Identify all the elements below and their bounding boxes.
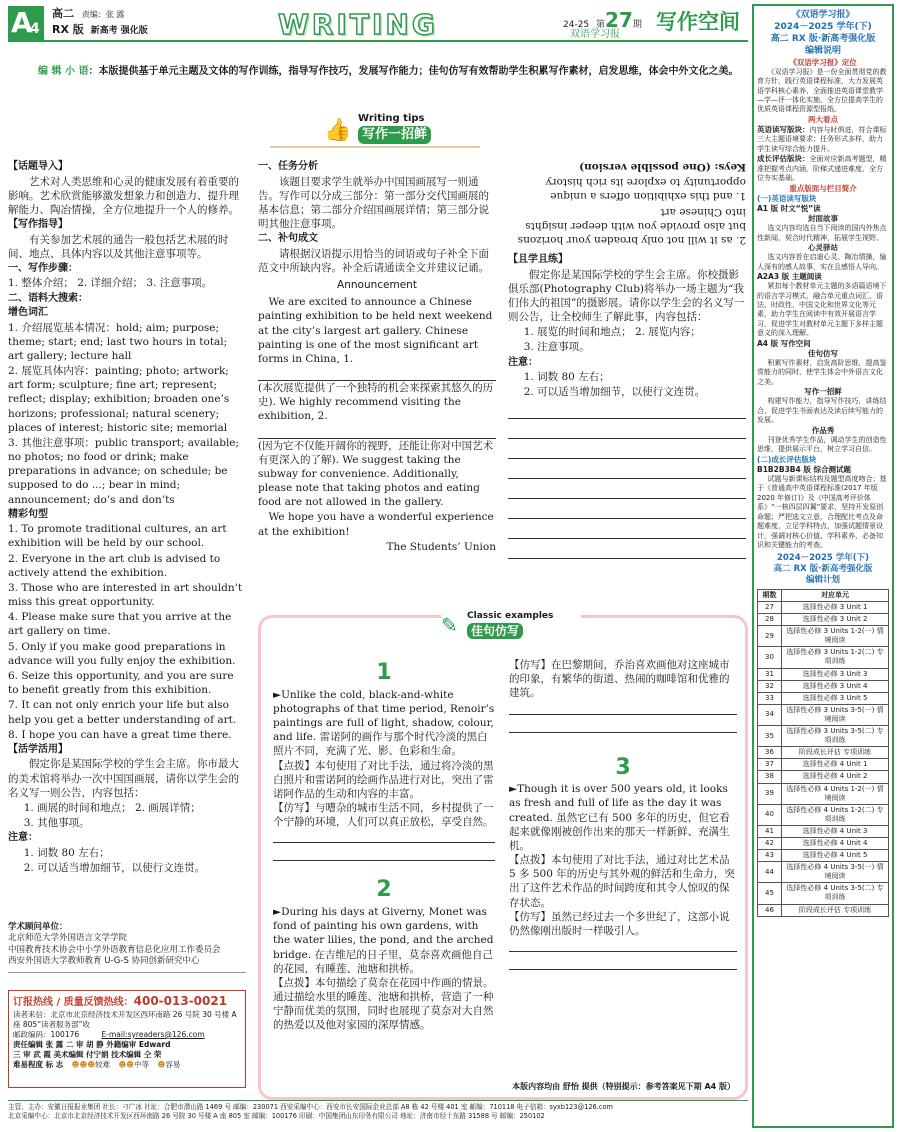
announcement-para-3: (因为它不仅能开阔你的视野，还能让你对中国艺术有更深入的了解). We suggest taking the subway for convenience. Additionally, please note that taking photos and eating food are not allowed in the gallery. [258,439,494,509]
sidebar-item: 佳句仿写 [808,348,838,358]
sidebar-item: 封面故事 [808,214,838,223]
plan-unit: 选择性必修 3 Unit 4 [782,680,889,692]
issue-post: 期 [632,20,642,30]
publisher-line-2: 北京采编中心：北京市北京经济技术开发区西环南路 26 号院 30 号楼 A 座 805 室 邮编：100176 印刷：中国集团山东印务有限公司 地址：济南市经十东路 31588 号 邮编：250102 [8,1111,545,1120]
plan-header-issue: 期数 [758,589,782,601]
plan-issue: 36 [758,747,782,759]
answer-keys-rotated [508,160,746,247]
sidebar-item: B1B2B3B4 版 综合测试题 [757,464,851,474]
plan-row [758,692,889,704]
plan-unit: 阶段成长评估 专项训练 [782,904,889,916]
plan-row [758,680,889,692]
sentence-item: 5. Only if you make good preparations in advance will you fully enjoy the exhibition. [8,640,236,667]
page-letter: A [11,6,33,39]
right-sidebar [752,4,894,1128]
practice-item: 1. 画展的时间和地点； 2. 画展详情； [23,801,201,814]
plan-unit: 阶段成长评估 专项训练 [782,747,889,759]
page-header [8,4,748,42]
practice-heading: 【活学活用】 [8,743,68,755]
plan-unit: 选择性必修 4 Units 1-2(二) 专项训练 [782,804,889,825]
sidebar-text: 试题与新课标结构及题型高度吻合；基于《普通高中英语课程标准(2017 年版 2020 年修订)》及《中国高考评价体系》“一核四层四翼”要求，坚持开发原创命题；严把选文立意，合理配比考点及命题难度，立足学科特点，加强试题情景设计，强调对核心价值、学科素养、必备知识和关键能力的考查。 [757,475,887,550]
plan-unit: 选择性必修 4 Units 3-5(一) 情境阅读 [782,862,889,883]
announcement-title: Announcement [337,279,417,292]
advisors-title: 学术顾问单位： [8,922,68,932]
editor-note [8,64,748,80]
plan-row [758,783,889,804]
example-3: ►Though it is over 500 years old, it looks as fresh and full of life as the day it was created. 虽然它已有 500 多年的历史，但它看起来就像刚被创作出来的那天一样新鲜、充满生机。 [509,783,730,852]
imitate-line[interactable] [509,956,737,970]
year: 24-25 [563,20,590,30]
section-banner: WRITING [278,8,438,41]
sidebar-item: A4 版 写作空间 [757,338,811,348]
task-heading: 一、任务分析 [258,161,318,172]
sentence-item: 8. I hope you can have a great time there. [8,728,232,741]
example-2-note: 【点拨】本句描绘了莫奈在花园中作画的情景。通过描绘水里的睡莲、池塘和拱桥，营造了一种宁静而优美的氛围，同时也展现了莫奈对大自然的热爱以及他对家园的深厚情感。 [273,976,494,1032]
difficulty-label: 难易程度 标 志 [13,1060,64,1070]
sidebar-subheading: (一)英语读写版块 [757,193,817,203]
sidebar-item: 写作一招鲜 [804,387,842,397]
imitate-line[interactable] [509,719,737,733]
hotline-address: 读者来信：北京市北京经济技术开发区西环南路 26 号院 30 号楼 A 座 805“读者服务部”收 [13,1009,237,1029]
corpus-heading: 二、语料大搜索： [8,292,88,304]
plan-unit: 选择性必修 4 Units 3-5(二) 专项训练 [782,883,889,904]
plan-issue: 34 [758,704,782,725]
plan-row [758,726,889,747]
staff-line: 三 审 武 霞 美术编辑 付宁娟 技术编辑 仝 荣 [13,1050,162,1059]
exercise-note: 2. 可以适当增加细节，以使行文连贯。 [523,386,706,399]
plan-issue: 35 [758,726,782,747]
sidebar-text: 刊登优秀学生作品，调动学生的创造性思维，提供展示平台，树立学习自信。 [757,435,887,454]
grade: 高二 [52,7,74,20]
difficulty-icon: ☻☻ [118,1060,135,1070]
editor: 责编：张 露 [81,10,125,19]
classic-right [509,658,737,970]
plan-issue: 41 [758,825,782,837]
example-2-imitate: 【仿写】在巴黎期间，乔治喜欢画他对这座城市的印象，有繁华的街道、热闹的咖啡馆和优雅的建筑。 [509,659,730,700]
hotline-box [8,990,246,1088]
sidebar-title-1: 《双语学习报》 [791,10,855,20]
column-3 [508,160,746,559]
complete-heading: 二、补句成文 [258,233,318,245]
plan-row [758,614,889,626]
sidebar-title-4: 编辑说明 [804,46,841,57]
exercise-heading: 【且学且练】 [508,254,568,266]
plan-row [758,883,889,904]
sidebar-text: 全面对应新高考题型，精准把握考点内涵，阶梯式递进难度，全方位夯实基础。 [757,155,887,183]
sentence-item: 3. Those who are interested in art shouldn’t miss this great opportunity. [8,581,243,609]
advisor-line: 西安外国语大学教师教育 U-G-S 协同创新研究中心 [8,956,200,967]
sentences-heading: 精彩句型 [8,508,48,520]
keys-line-2: 2. as it will not only broaden your horizons but also provide you with deeper insights into Chinese art [517,205,746,247]
guide-heading: 【写作指导】 [8,219,68,231]
example-2: ►During his days at Giverny, Monet was fond of painting his own gardens, with the water lilies, the pond, and the arched bridge. 在吉维尼的日子里，莫奈喜欢画他自己的花园，有睡莲、池塘和拱桥。 [273,906,494,975]
plan-unit: 选择性必修 4 Unit 5 [782,850,889,862]
page-number-badge [8,6,44,40]
sidebar-title-3: 高二 RX 版·新高考强化版 [770,34,876,45]
plan-unit: 选择性必修 4 Unit 1 [782,759,889,771]
issue-pre: 第 [596,20,606,30]
plan-issue: 33 [758,692,782,704]
plan-unit: 选择性必修 4 Units 1-2(一) 情境阅读 [782,783,889,804]
plan-unit: 选择性必修 3 Units 1-2(一) 情境阅读 [782,626,889,647]
plan-unit: 选择性必修 4 Unit 4 [782,837,889,849]
advisor-line: 北京师范大学外国语言文学学院 [8,933,128,944]
vocab-3: 3. 其他注意事项：public transport; available; no photos; no food or drink; make preparations in advance; on schedule; be supposed to do ...; bear in mind; announcement; do’s and don’ts [8,436,240,506]
practice-text: 假定你是某国际学校的学生会主席。你市最大的美术馆将举办一次中国国画展，请你以学生会的名义写一则公告，内容包括： [8,758,239,799]
plan-title-1: 2024－2025 学年(下) [776,552,870,563]
plan-issue: 32 [758,680,782,692]
plan-issue: 28 [758,614,782,626]
classic-title [441,610,581,644]
exercise-item: 3. 注意事项。 [523,341,590,354]
classic-examples-box [258,611,748,1100]
sentence-item: 7. It can not only enrich your life but also help you get a better understanding of art. [8,699,237,726]
imitate-line[interactable] [509,938,737,952]
column-1 [8,160,246,876]
hotline-number: 400-013-0021 [133,994,228,1008]
plan-unit: 选择性必修 3 Unit 2 [782,614,889,626]
answer-lines[interactable] [508,405,746,559]
plan-unit: 选择性必修 4 Unit 2 [782,771,889,783]
plan-issue: 29 [758,626,782,647]
publisher-info [8,1100,748,1121]
complete-text: 请根据汉语提示用恰当的词语或句子补全下面范文中所缺内容。补全后请通读全文并建议记诵。 [258,247,489,274]
sidebar-text: 构建写作能力，指导写作技巧，讲练结合，促进学生书面表达及读后续写能力的发展。 [757,397,887,425]
imitate-line[interactable] [509,701,737,715]
plan-row [758,850,889,862]
difficulty-easy: 容易 [165,1060,181,1070]
plan-issue: 30 [758,647,782,668]
example-1-note: 【点拨】本句使用了对比手法，通过将冷淡的黑白照片和雷诺阿的绘画作品进行对比，突出了雷诺阿作品的生动和内容的丰富。 [273,759,494,800]
plan-row [758,862,889,883]
plan-issue: 45 [758,883,782,904]
task-text: 该题目要求学生就举办中国国画展写一则通告。写作可以分成三部分：第一部分交代国画展的基本信息；第二部分介绍国画展详情；第三部分说明其他注意事项。 [258,175,489,231]
sidebar-highlights-heading: 两大看点 [808,114,838,124]
example-3-note: 【点拨】本句使用了对比手法，通过对比艺术品 5 多 500 年的历史与其外观的鲜活和生命力，突出了这件艺术作品的时间跨度和其令人惊叹的保存状态。 [509,854,735,909]
advisor-line: 中国教育技术协会中小学外语教育信息化应用工作委员会 [8,944,221,955]
paper-name: 双语学习报 [570,29,620,40]
sidebar-bold: 成长评估版块： [757,154,810,164]
plan-row [758,626,889,647]
imitate-line[interactable] [273,847,495,861]
plan-issue: 38 [758,771,782,783]
sidebar-item: A2A3 版 主题阅读 [757,272,822,281]
sidebar-text: 紧扣每个教材单元主题的多语篇语境下的语言学习模式，融合单元重点词汇、语法、时政性、中国文化和世界文化等元素，助力学生在阅读中有效开展语言学习，促进学生对教材单元主题下多样主题意义的深入理解。 [757,282,887,338]
page-num: 4 [30,21,40,37]
sidebar-item: 作品秀 [811,425,835,435]
classic-title-cn: 佳句仿写 [467,623,523,639]
announcement-sign: The Students’ Union [386,540,496,553]
publisher-line-1: 主管、主办：安徽日报报业集团 社长：刁广冰 社址：合肥市潜山路 1469 号 邮编：230071 西安采编中心：西安市长安国际企业总部 A8 栋 42 号楼 401 室 邮编：710118 电子信箱：syxb123@126.com [8,1103,613,1111]
keys-title: Keys: (One possible version) [579,161,746,174]
classic-footer: 本版内容均由 舒怡 提供（特别提示：参考答案见下期 A4 版） [512,1082,735,1092]
example-number-2: 2 [376,877,392,903]
sidebar-text: 选文内容均选自当下阅读的国内外焦点性新闻，契合时代精神，拓展学生视野。 [757,224,887,242]
topic-heading: 【话题导入】 [8,161,68,172]
topic-text: 艺术对人类思维和心灵的健康发展有着重要的影响。艺术欣赏能够激发想象力和创造力、提升理解能力、陶冶情操，全方位地提升一个人的修养。 [8,175,239,216]
sidebar-title-2: 2024－2025 学年(下) [774,22,872,33]
difficulty-medium: 中等 [134,1060,150,1070]
brush-icon: ✎ [441,613,458,637]
plan-unit: 选择性必修 3 Units 3-5(一) 情境阅读 [782,704,889,725]
plan-unit: 选择性必修 3 Unit 3 [782,668,889,680]
plan-issue: 44 [758,862,782,883]
plan-row [758,759,889,771]
announcement-para-4: We hope you have a wonderful experience at the exhibition! [258,511,494,538]
plan-row [758,647,889,668]
exercise-text: 假定你是某国际学校的学生会主席。你校摄影俱乐部(Photography Club)将举办一场主题为“我们伟大的祖国”的摄影展。请你以学生会的名义写一则公告，让全校师生了解此事，内容包括： [508,268,745,324]
exercise-item: 1. 展览的时间和地点； 2. 展览内容； [523,326,701,339]
sidebar-bold: 英语读写版块： [757,125,810,134]
plan-title-2: 高二 RX 版·新高考强化版 [773,563,873,574]
plan-title-3: 编辑计划 [805,575,840,586]
plan-row [758,668,889,680]
editor-note-label: 编 辑 小 语 [38,66,89,77]
plan-row [758,904,889,916]
hotline-label: 订报热线 / 质量反馈热线： [13,997,134,1008]
keys-line-1: 1. and this exhibition offers a unique opportunity to explore its rich history [545,176,746,203]
sidebar-text: 内容与时俱进，符合课标三大主题语境要求；任务形式多样，助力学生读写综合能力提升。 [757,126,887,153]
vocab-heading: 增色词汇 [8,307,48,319]
thumb-icon: 👍 [324,118,352,143]
writing-tips-en: Writing tips [358,113,425,124]
sidebar-subheading: (二)成长评估版块 [757,454,817,464]
sidebar-text: 积累写作素材，启发高阶思维，提高鉴赏能力的同时，使学生体会中外语言文化之美。 [757,359,887,386]
plan-unit: 选择性必修 4 Unit 3 [782,825,889,837]
plan-unit: 选择性必修 3 Unit 1 [782,602,889,614]
plan-row [758,747,889,759]
issue-number: 27 [605,8,633,32]
vocab-2: 2. 展览具体内容：painting; photo; artwork; art form; sculpture; fine art; represent; reflect; display; exhibition; broaden one’s horizons; professional; natural scenery; places of interest; historic site; memorial [8,365,230,434]
plan-row [758,825,889,837]
sidebar-positioning-text: 《双语学习报》是一份全面贯彻党的教育方针，践行英语课程标准，大力发展英语学科核心素养、全面推进英语课堂教学—学—评一体化实施、全方位提高学生的优质英语课程资源型报纸。 [757,67,887,114]
plan-issue: 43 [758,850,782,862]
plan-issue: 27 [758,602,782,614]
sentence-item: 1. To promote traditional cultures, an art exhibition will be held by our school. [8,523,227,550]
note-item: 2. 可以适当增加细节，以使行文连贯。 [23,861,206,874]
plan-issue: 40 [758,804,782,825]
plan-unit: 选择性必修 3 Unit 5 [782,692,889,704]
hotline-email[interactable]: E-mail:syreaders@126.com [101,1029,205,1039]
steps-text: 1. 整体介绍； 2. 详细介绍； 3. 注意事项。 [8,277,213,290]
sentence-item: 4. Please make sure that you arrive at the art gallery on time. [8,611,232,638]
example-1: ►Unlike the cold, black-and-white photographs of that time period, Renoir’s paintings are full of light, shadow, colour, and life. 雷诺阿的画作与那个时代冷淡的黑白照片不同，充满了光、影、色彩和生命。 [273,688,495,758]
advisors-box [8,922,246,973]
note-heading: 注意： [8,832,38,844]
plan-header-unit: 对应单元 [782,589,889,601]
example-number-3: 3 [615,754,631,780]
hotline-postcode: 邮政编码：100176 [13,1029,80,1039]
steps-heading: 一、写作步骤： [8,262,78,274]
writing-tips-cn: 写作一招鲜 [358,126,431,144]
sentence-item: 6. Seize this opportunity, and you are sure to benefit greatly from this exhibition. [8,669,234,697]
plan-unit: 选择性必修 3 Units 3-5(二) 专项训练 [782,726,889,747]
plan-issue: 42 [758,837,782,849]
guide-text: 有关参加艺术展的通告一般包括艺术展的时间、地点、具体内容以及其他注意事项等。 [8,233,229,260]
sidebar-item: 心灵驿站 [808,243,838,252]
plan-row [758,804,889,825]
plan-row [758,771,889,783]
sidebar-sections-heading: 重点版面与栏目简介 [789,183,857,193]
announcement-para-1: We are excited to announce a Chinese painting exhibition to be held next weekend at the city’s largest art gallery. Chinese painting is one of the most significant art forms in China, 1. [258,296,493,365]
plan-issue: 37 [758,759,782,771]
exercise-note: 1. 词数 80 左右； [523,371,610,384]
plan-issue: 31 [758,668,782,680]
sidebar-positioning-heading: 《双语学习报》定位 [789,57,857,67]
staff-line: 责任编辑 张 露 二 审 胡 静 外籍编审 Edward [13,1039,171,1049]
classic-left [273,658,495,1033]
section-title-cn: 写作空间 [656,10,740,34]
plan-issue: 46 [758,904,782,916]
edition: RX 版 [52,23,84,36]
difficulty-hard: 较难 [95,1060,111,1070]
note-item: 1. 词数 80 左右； [23,846,110,859]
blank-line-2[interactable] [258,425,496,439]
example-number-1: 1 [376,660,392,685]
sentence-item: 2. Everyone in the art club is advised to actively attend the exhibition. [8,552,221,579]
blank-line-1[interactable] [258,367,496,381]
imitate-line[interactable] [273,829,495,843]
difficulty-icon: ☻☻☻ [71,1060,96,1070]
practice-item: 3. 其他事项。 [23,817,90,830]
vocab-1: 1. 介绍展览基本情况：hold; aim; purpose; theme; start; end; last two hours in total; art gallery; lecture hall [8,321,228,362]
plan-unit: 选择性必修 3 Units 1-2(二) 专项训练 [782,647,889,668]
plan-row [758,602,889,614]
example-3-imitate: 【仿写】虽然已经过去一个多世纪了，这部小说仍然像刚出版时一样吸引人。 [509,910,730,937]
plan-row [758,837,889,849]
plan-row [758,704,889,725]
sidebar-text: 选文内容旨在启迪心灵、陶冶情操，愉人深有的感人故事，实在且感悟人导向。 [757,253,887,271]
announcement-para-2: (本次展览提供了一个独特的机会来探索其悠久的历史). We highly recommend visiting the exhibition, 2. [258,382,494,423]
exercise-note-heading: 注意： [508,356,538,368]
edition-2: 新高考 强化版 [90,26,148,36]
writing-tips-banner [270,112,480,148]
editor-note-text: ：本版提供基于单元主题及文体的写作训练，指导写作技巧，发展写作能力；佳句仿写有效帮助学生积累写作素材，启发思维，体会中外文化之美。 [88,66,739,77]
plan-table [757,589,889,917]
sidebar-item: A1 版 时文“悦”读 [757,203,821,213]
column-2 [258,160,496,555]
example-1-imitate: 【仿写】与嘈杂的城市生活不同，乡村提供了一个宁静的环境，人们可以真正放松，享受自然。 [273,802,494,829]
plan-issue: 39 [758,783,782,804]
difficulty-icon: ☻ [157,1060,166,1070]
classic-title-en: Classic examples [467,611,554,621]
